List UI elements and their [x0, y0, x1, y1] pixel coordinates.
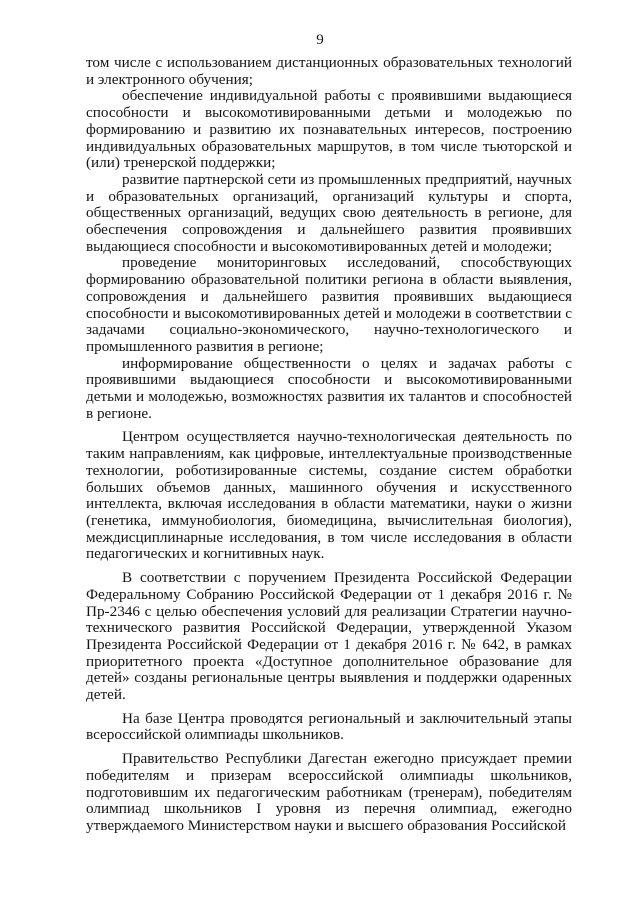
paragraph-presidential-order: В соответствии с поручением Президента Российской Федерации Федеральному Собранию Российской Федерации от 1 декабря 2016 г. № Пр-2346 с целью обеспечения условий для реализации Стратегии научно-технического развития Российской Федерации, утвержденной Указом Президента Российской Федерации от 1 декабря 2016 г. № 642, в рамках приоритетного проекта «Доступное дополнительное образование для детей» созданы региональные центры выявления и поддержки одаренных детей.: [86, 569, 572, 704]
paragraph-individual-work: обеспечение индивидуальной работы с проявившими выдающиеся способности и высокомотивированными детьми и молодежью по формированию и развитию их познавательных интересов, построению индивидуальных образовательных маршрутов, в том числе тьюторской и (или) тренерской поддержки;: [86, 87, 572, 172]
paragraph-monitoring: проведение мониторинговых исследований, способствующих формированию образовательной политики региона в области выявления, сопровождения и дальнейшего развития проявивших выдающиеся способности и высокомотивированных детей и молодежи в соответствии с задачами социально-экономического, научно-технологического и промышленного развития в регионе;: [86, 254, 572, 355]
paragraph-informing: информирование общественности о целях и задачах работы с проявившими выдающиеся способности и высокомотивированными детьми и молодежью, возможностях развития их талантов и способностей в регионе.: [86, 354, 572, 422]
paragraph-research-directions: Центром осуществляется научно-технологическая деятельность по таким направлениям, как цифровые, интеллектуальные производственные технологии, роботизированные системы, создание систем обработки больших объемов данных, машинного обучения и искусственного интеллекта, включая исследования в области математики, науки о жизни (генетика, иммунобиология, биомедицина, вычислительная биология), междисциплинарные исследования, в том числе исследования в области педагогических и когнитивных наук.: [86, 428, 572, 563]
paragraph-continuation: том числе с использованием дистанционных образовательных технологий и электронного обучения;: [86, 54, 572, 88]
page-number: 9: [316, 32, 324, 48]
paragraph-olympiad-stages: На базе Центра проводятся региональный и заключительный этапы всероссийской олимпиады школьников.: [86, 709, 572, 744]
paragraph-government-prizes: Правительство Республики Дагестан ежегодно присуждает премии победителям и призерам всероссийской олимпиады школьников, подготовившим их педагогическим работникам (тренерам), победителям олимпиад школьников I уровня из перечня олимпиад, ежегодно утверждаемого Министерством науки и высшего образования Российской: [86, 750, 572, 834]
document-body: [86, 55, 572, 835]
paragraph-partner-network: развитие партнерской сети из промышленных предприятий, научных и образовательных организаций, организаций культуры и спорта, общественных организаций, ведущих свою деятельность в регионе, для обеспечения сопровождения и дальнейшего развития проявивших выдающиеся способности и высокомотивированных детей и молодежи;: [86, 170, 572, 255]
